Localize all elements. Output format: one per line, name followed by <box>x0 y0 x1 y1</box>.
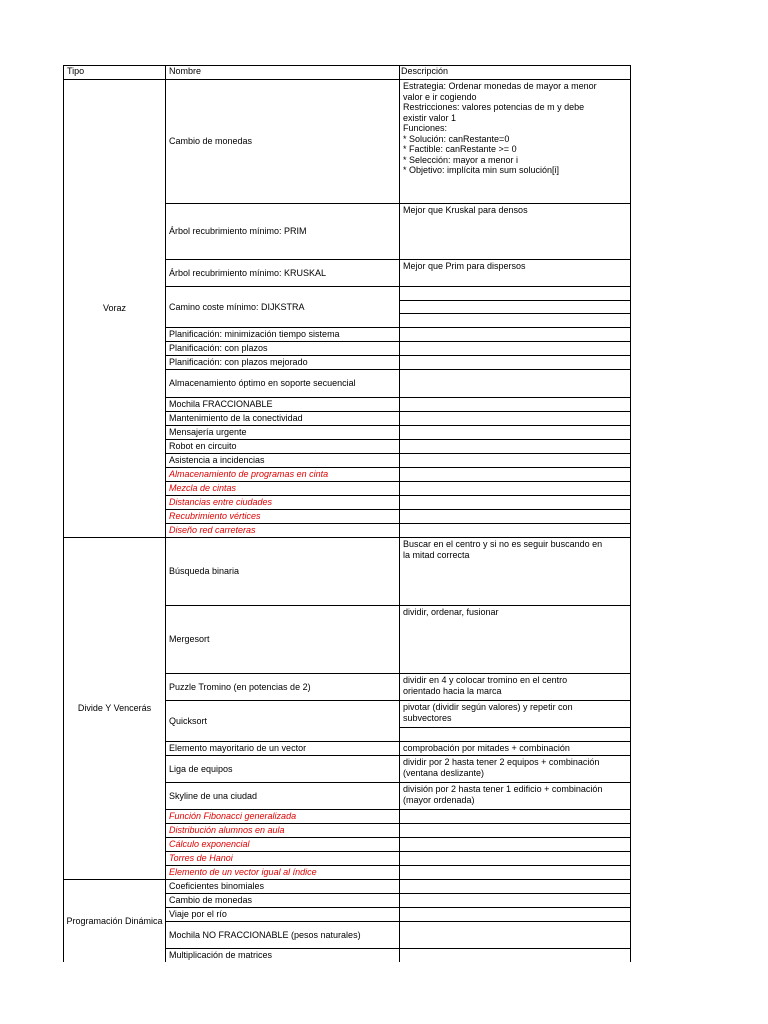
header-tipo: Tipo <box>67 66 85 76</box>
grid-hline <box>63 65 631 66</box>
row-nombre: Mantenimiento de la conectividad <box>169 413 303 423</box>
row-nombre: Distancias entre ciudades <box>169 497 273 507</box>
row-nombre: Viaje por el río <box>169 909 227 919</box>
row-nombre: Planificación: minimización tiempo sistema <box>169 329 340 339</box>
row-nombre: Multiplicación de matrices <box>169 950 273 960</box>
row-nombre: Torres de Hanoi <box>169 853 233 863</box>
row-nombre: Función Fibonacci generalizada <box>169 811 297 821</box>
row-descripcion: dividir, ordenar, fusionar <box>403 607 499 617</box>
row-nombre: Recubrimiento vértices <box>169 511 261 521</box>
group-label: Voraz <box>102 303 126 313</box>
row-descripcion: Mejor que Prim para dispersos <box>403 261 526 271</box>
row-nombre: Quicksort <box>169 715 208 726</box>
grid-vline <box>165 65 166 962</box>
row-descripcion: Buscar en el centro y si no es seguir buscando en la mitad correcta <box>403 539 603 560</box>
row-nombre: Camino coste mínimo: DIJKSTRA <box>169 301 305 312</box>
grid-vline <box>630 65 631 962</box>
row-nombre: Mezcla de cintas <box>169 483 237 493</box>
row-nombre: Diseño red carreteras <box>169 525 256 535</box>
row-nombre: Almacenamiento de programas en cinta <box>169 469 329 479</box>
row-nombre: Árbol recubrimiento mínimo: PRIM <box>169 226 307 236</box>
row-descripcion: Mejor que Kruskal para densos <box>403 205 528 215</box>
grid-hline <box>399 313 631 314</box>
row-nombre: Mergesort <box>169 634 210 644</box>
row-nombre: Árbol recubrimiento mínimo: KRUSKAL <box>169 267 327 278</box>
row-nombre: Cambio de monedas <box>169 136 253 146</box>
row-nombre: Skyline de una ciudad <box>169 790 258 801</box>
row-nombre: Mochila FRACCIONABLE <box>169 399 273 409</box>
row-nombre: Planificación: con plazos mejorado <box>169 357 308 367</box>
row-nombre: Almacenamiento óptimo en soporte secuencial <box>169 378 356 388</box>
grid-hline <box>399 300 631 301</box>
header-nombre: Nombre <box>169 66 202 76</box>
group-label: Divide Y Vencerás <box>77 703 152 713</box>
row-descripcion: pivotar (dividir según valores) y repetir con subvectores <box>403 702 573 723</box>
grid-hline <box>165 286 631 287</box>
row-descripcion: división por 2 hasta tener 1 edificio + combinación (mayor ordenada) <box>403 784 603 805</box>
row-nombre: Cálculo exponencial <box>169 839 250 849</box>
grid-hline <box>165 369 631 370</box>
row-descripcion: Estrategia: Ordenar monedas de mayor a menor valor e ir cogiendo Restricciones: valores potencias de m y debe existir valor 1 Funciones: * Solución: canRestante=0 * Factible: canRestante >= 0 * Selección: mayor a menor i * Objetivo: implícita min sum solución[i] <box>403 81 597 175</box>
row-nombre: Asistencia a incidencias <box>169 455 265 465</box>
row-nombre: Puzzle Tromino (en potencias de 2) <box>169 681 311 692</box>
grid-hline <box>165 921 631 922</box>
row-nombre: Coeficientes binomiales <box>169 881 265 891</box>
grid-vline <box>399 65 400 962</box>
row-nombre: Mensajería urgente <box>169 427 247 437</box>
row-nombre: Elemento de un vector igual al índice <box>169 867 317 877</box>
row-nombre: Elemento mayoritario de un vector <box>169 743 307 753</box>
row-nombre: Mochila NO FRACCIONABLE (pesos naturales) <box>169 929 361 940</box>
group-label: Programación Dinámica <box>66 915 163 926</box>
row-nombre: Cambio de monedas <box>169 895 253 905</box>
row-nombre: Liga de equipos <box>169 763 233 774</box>
row-nombre: Robot en circuito <box>169 441 237 451</box>
row-nombre: Distribución alumnos en aula <box>169 825 285 835</box>
row-descripcion: dividir en 4 y colocar tromino en el centro orientado hacia la marca <box>403 675 568 696</box>
header-descripcion: Descripción <box>401 66 449 76</box>
row-nombre: Búsqueda binaria <box>169 566 240 576</box>
row-descripcion: comprobación por mitades + combinación <box>403 743 570 753</box>
spreadsheet-table <box>63 65 631 960</box>
row-nombre: Planificación: con plazos <box>169 343 268 353</box>
row-descripcion: dividir por 2 hasta tener 2 equipos + combinación (ventana deslizante) <box>403 757 600 778</box>
grid-vline <box>63 65 64 962</box>
